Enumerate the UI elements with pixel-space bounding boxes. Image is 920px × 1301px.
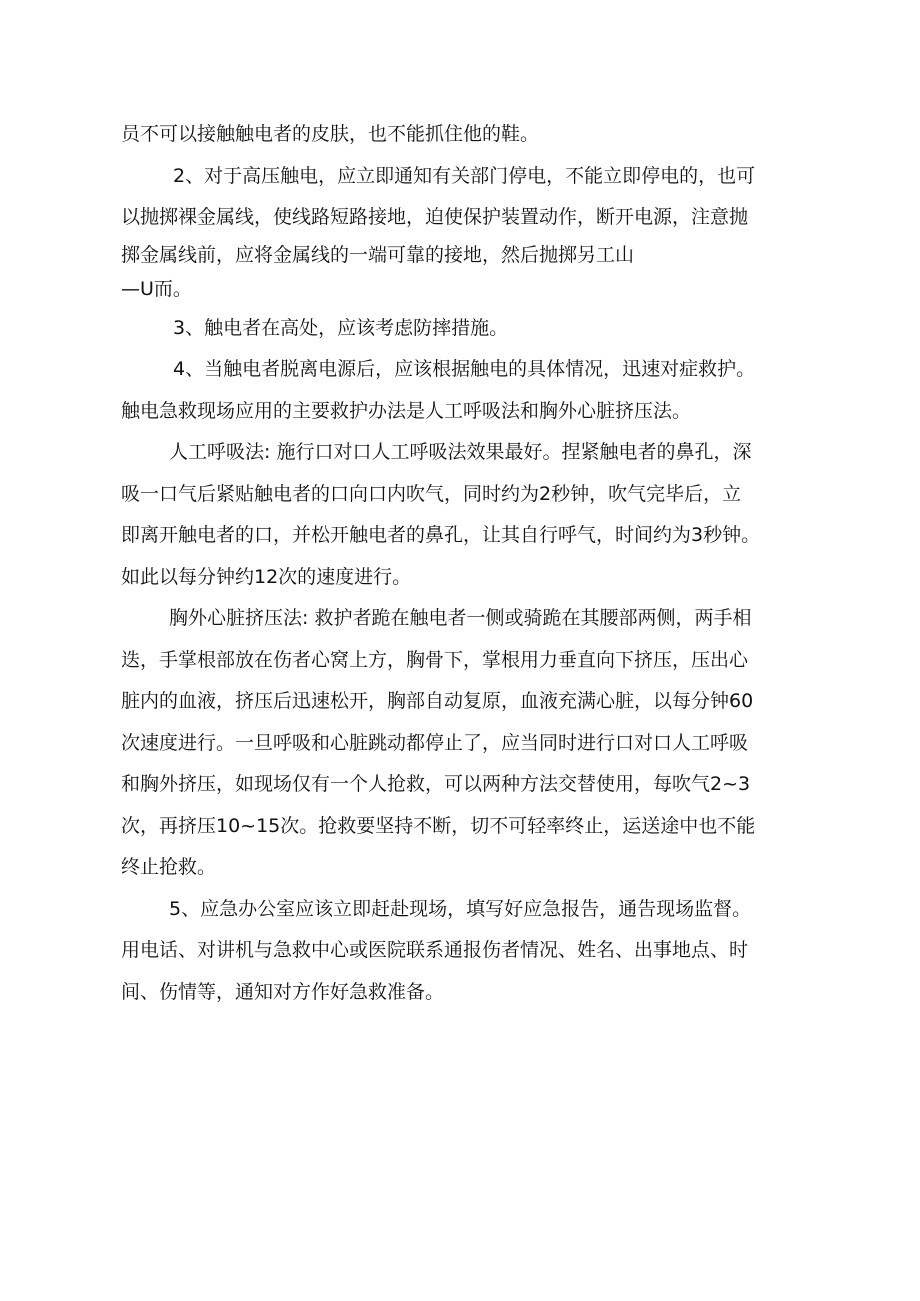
- text-line: 吸一口气后紧贴触电者的口向口内吹气，同时约为2秒钟，吹气完毕后，立: [121, 482, 742, 505]
- text-line: —U而。: [121, 277, 192, 300]
- text-line: 用电话、对讲机与急救中心或医院联系通报伤者情况、姓名、出事地点、时: [121, 939, 749, 961]
- text-line: 间、伤情等，通知对方作好急救准备。: [121, 980, 445, 1003]
- text-line: 次，再挤压10~15次。抢救要坚持不断，切不可轻率终止，运送途中也不能: [121, 814, 756, 837]
- text-line: 如此以每分钟约12次的速度进行。: [121, 565, 412, 588]
- text-line: 5、应急办公室应该立即赶赴现场，填写好应急报告，通告现场监督。: [169, 897, 752, 920]
- text-line: 次速度进行。一旦呼吸和心脏跳动都停止了，应当同时进行口对口人工呼吸: [121, 731, 749, 754]
- text-line: 3、触电者在高处，应该考虑防摔措施。: [173, 316, 509, 339]
- text-line: 以抛掷裸金属线，使线路短路接地，迫使保护装置动作，断开电源，注意抛: [121, 206, 749, 228]
- text-line: 脏内的血液，挤压后迅速松开，胸部自动复原，血液充满心脏，以每分钟60: [121, 690, 754, 712]
- text-line: 人工呼吸法: 施行口对口人工呼吸法效果最好。捏紧触电者的鼻孔，深: [169, 441, 752, 463]
- text-line: 胸外心脏挤压法: 救护者跪在触电者一侧或骑跪在其腰部两侧，两手相: [169, 607, 752, 629]
- document-body: [121, 114, 811, 1013]
- text-line: 2、对于高压触电，应立即通知有关部门停电，不能立即停电的，也可: [173, 164, 756, 187]
- text-line: 掷金属线前，应将金属线的一端可靠的接地，然后抛掷另工山: [121, 243, 635, 266]
- text-line: 终止抢救。: [121, 856, 217, 878]
- text-line: 和胸外挤压，如现场仅有一个人抢救，可以两种方法交替使用，每吹气2~3: [121, 773, 751, 795]
- text-line: 4、当触电者脱离电源后，应该根据触电的具体情况，迅速对症救护。: [173, 358, 756, 380]
- text-line: 员不可以接触触电者的皮肤，也不能抓住他的鞋。: [121, 123, 540, 145]
- text-line: 即离开触电者的口，并松开触电者的鼻孔，让其自行呼气，时间约为3秒钟。: [121, 524, 761, 546]
- text-line: 触电急救现场应用的主要救护办法是人工呼吸法和胸外心脏挤压法。: [121, 399, 692, 422]
- text-line: 迭，手掌根部放在伤者心窝上方，胸骨下，掌根用力垂直向下挤压，压出心: [121, 648, 749, 671]
